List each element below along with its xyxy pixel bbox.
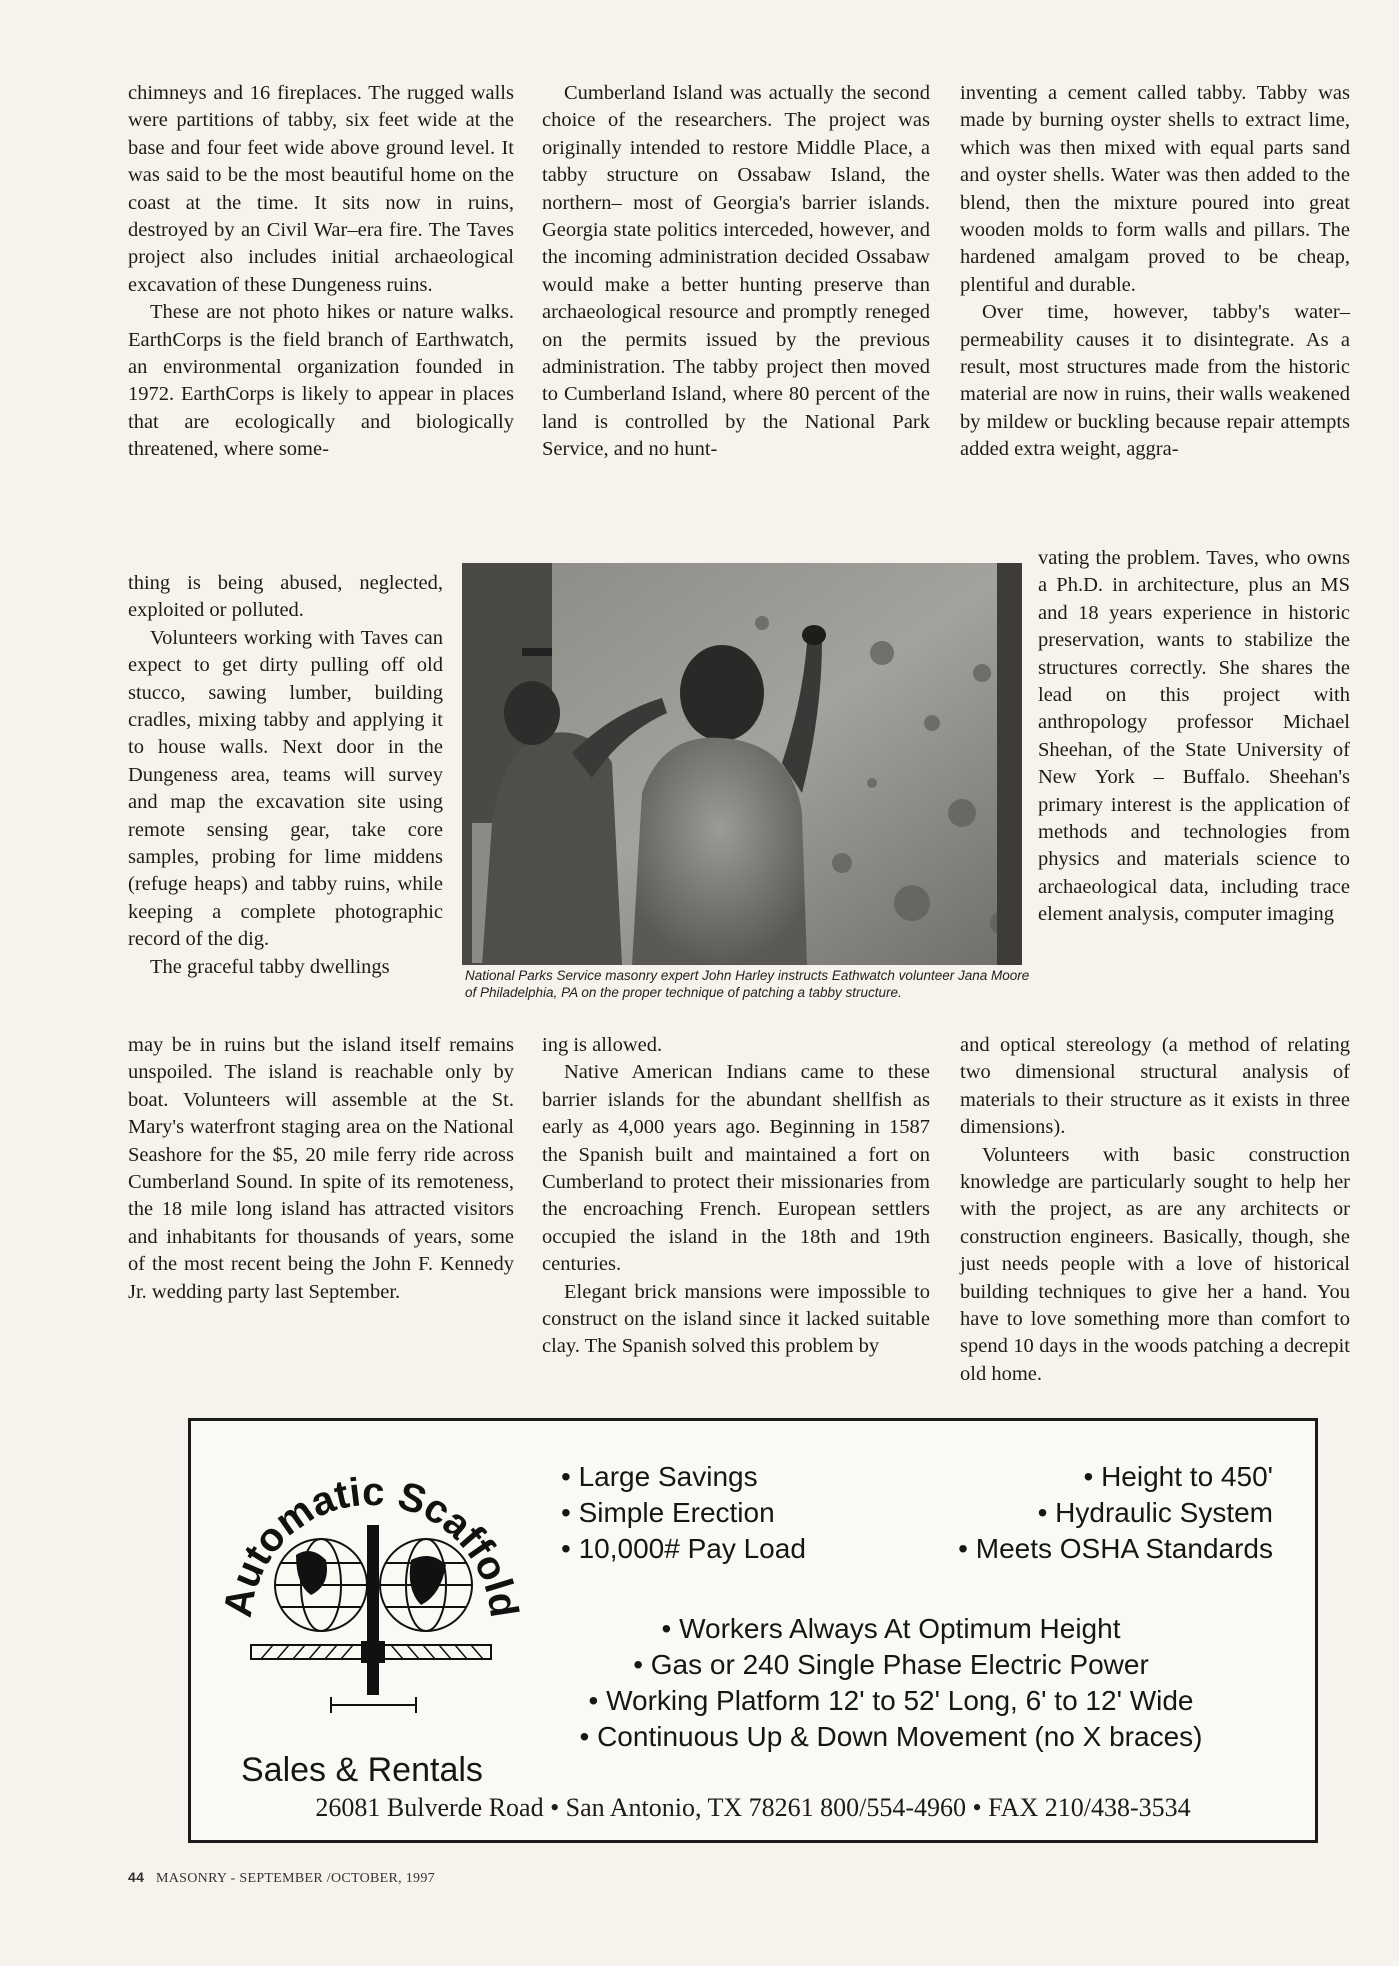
paragraph: Native American Indians came to these barrier islands for the abundant shellfish as early as 4,000 years ago. Beginning in 1587 the Spanish built and maintained a fort on Cumberland to protect their missionaries from the encroaching French. European settlers occupied the island in the 18th and 19th centuries. bbox=[542, 1061, 930, 1276]
paragraph: and optical stereology (a method of relating two dimensional structural analysis of materials to their structure as it exists in three dimensions). bbox=[960, 1034, 1350, 1139]
feature-item: • Hydraulic System bbox=[1037, 1497, 1273, 1528]
paragraph: Cumberland Island was actually the second choice of the researchers. The project was originally intended to restore Middle Place, a tabby structure on Ossabaw Island, the northern– most of Georgia's barrier islands. Georgia state politics interceded, however, and the incoming administration decided Ossabaw would make a better hunting preserve than archaeological resource and promptly reneged on the permits issued by the previous administration. The tabby project then moved to Cumberland Island, where 80 percent of the land is controlled by the National Park Service, and no hunt- bbox=[542, 82, 930, 461]
publication-info: MASONRY - SEPTEMBER /OCTOBER, 1997 bbox=[156, 1871, 435, 1886]
feature-item: • Workers Always At Optimum Height bbox=[661, 1613, 1121, 1644]
svg-text:Automatic Scaffold: Automatic Scaffold bbox=[215, 1469, 527, 1621]
paragraph: Over time, however, tabby's water–permeability causes it to disintegrate. As a result, most structures made from the historic material are now in ruins, their walls weakened by mildew or buckling because repair attempts added extra weight, aggra- bbox=[960, 301, 1350, 461]
article-column-3-wrap bbox=[1038, 545, 1350, 929]
feature-item: • Continuous Up & Down Movement (no X braces) bbox=[579, 1721, 1203, 1752]
ad-sales-rentals: Sales & Rentals bbox=[241, 1751, 483, 1789]
paragraph: may be in ruins but the island itself remains unspoiled. The island is reachable only by boat. Volunteers will assemble at the St. Mary's waterfront staging area on the National Seashore for the $5, 20 mile ferry ride across Cumberland Sound. In spite of its remoteness, the 18 mile long island has attracted visitors and inhabitants for thousands of years, some of the most recent being the John F. Kennedy Jr. wedding party last September. bbox=[128, 1034, 514, 1303]
paragraph: The graceful tabby dwellings bbox=[150, 955, 390, 978]
photo-illustration bbox=[462, 563, 1022, 965]
advertisement bbox=[188, 1418, 1318, 1843]
article-column-2-bottom bbox=[542, 1032, 930, 1361]
paragraph: vating the problem. Taves, who owns a Ph.D. in architecture, plus an MS and 18 years experience in historic preservation, wants to stabilize the structures correctly. She shares the lead on this project with anthropology professor Michael Sheehan, of the State University of New York – Buffalo. Sheehan's primary interest is the application of methods and technologies from physics and materials science to archaeological data, including trace element analysis, computer imaging bbox=[1038, 547, 1350, 926]
photo-caption: National Parks Service masonry expert John Harley instructs Eathwatch volunteer Jana Moore of Philadelphia, PA on the proper technique of patching a tabby structure. bbox=[465, 968, 1030, 1000]
article-column-1-wrap bbox=[128, 570, 443, 981]
feature-item: • Working Platform 12' to 52' Long, 6' to 12' Wide bbox=[588, 1685, 1194, 1716]
feature-item: • Meets OSHA Standards bbox=[958, 1533, 1273, 1564]
page-footer bbox=[128, 1869, 435, 1887]
article-photo bbox=[462, 563, 1022, 965]
article-column-3-bottom bbox=[960, 1032, 1350, 1388]
feature-item: • Large Savings bbox=[561, 1461, 758, 1492]
article-column-3-top bbox=[960, 80, 1350, 464]
article-column-2-top bbox=[542, 80, 930, 464]
article-column-1-bottom bbox=[128, 1032, 514, 1306]
feature-item: • 10,000# Pay Load bbox=[561, 1533, 806, 1564]
article-column-1-top bbox=[128, 80, 514, 464]
feature-item: • Height to 450' bbox=[1083, 1461, 1273, 1492]
ad-features-right bbox=[958, 1459, 1273, 1567]
automatic-scaffold-logo bbox=[211, 1435, 531, 1735]
paragraph: ing is allowed. bbox=[542, 1034, 663, 1056]
paragraph: Volunteers working with Taves can expect to get dirty pulling off old stucco, sawing lumber, building cradles, mixing tabby and applying it to house walls. Next door in the Dungeness area, teams will survey and map the excavation site using remote sensing gear, take core samples, probing for lime middens (refuge heaps) and tabby ruins, while keeping a complete photographic record of the dig. bbox=[128, 626, 443, 951]
paragraph: chimneys and 16 fireplaces. The rugged walls were partitions of tabby, six feet wide at the base and four feet wide above ground level. It was said to be the most beautiful home on the coast at the time. It sits now in ruins, destroyed by an Civil War–era fire. The Taves project also includes initial archaeological excavation of these Dungeness ruins. bbox=[128, 82, 514, 296]
ad-contact-address: 26081 Bulverde Road • San Antonio, TX 78261 800/554-4960 • FAX 210/438-3534 bbox=[315, 1793, 1191, 1822]
feature-item: • Gas or 240 Single Phase Electric Power bbox=[633, 1649, 1149, 1680]
paragraph: Elegant brick mansions were impossible to construct on the island since it lacked suitable clay. The Spanish solved this problem by bbox=[542, 1280, 930, 1358]
ad-features-left bbox=[561, 1459, 806, 1567]
page-number: 44 bbox=[128, 1869, 145, 1885]
paragraph: inventing a cement called tabby. Tabby was made by burning oyster shells to extract lime, which was then mixed with equal parts sand and oyster shells. Water was then added to the blend, then the mixture poured into great wooden molds to form walls and pillars. The hardened amalgam proved to be cheap, plentiful and durable. bbox=[960, 82, 1350, 296]
paragraph: thing is being abused, neglected, exploited or polluted. bbox=[128, 572, 443, 622]
paragraph: Volunteers with basic construction knowledge are particularly sought to help her with the project, as are any architects or construction engineers. Basically, though, she just needs people with a love of historical building techniques to give her a hand. You have to love something more than comfort to spend 10 days in the woods patching a decrepit old home. bbox=[960, 1143, 1350, 1385]
ad-features-center bbox=[531, 1611, 1251, 1755]
paragraph: These are not photo hikes or nature walks. EarthCorps is the field branch of Earthwatch, an environmental organization founded in 1972. EarthCorps is likely to appear in places that are ecologically and biologically threatened, where some- bbox=[128, 301, 514, 461]
feature-item: • Simple Erection bbox=[561, 1497, 775, 1528]
